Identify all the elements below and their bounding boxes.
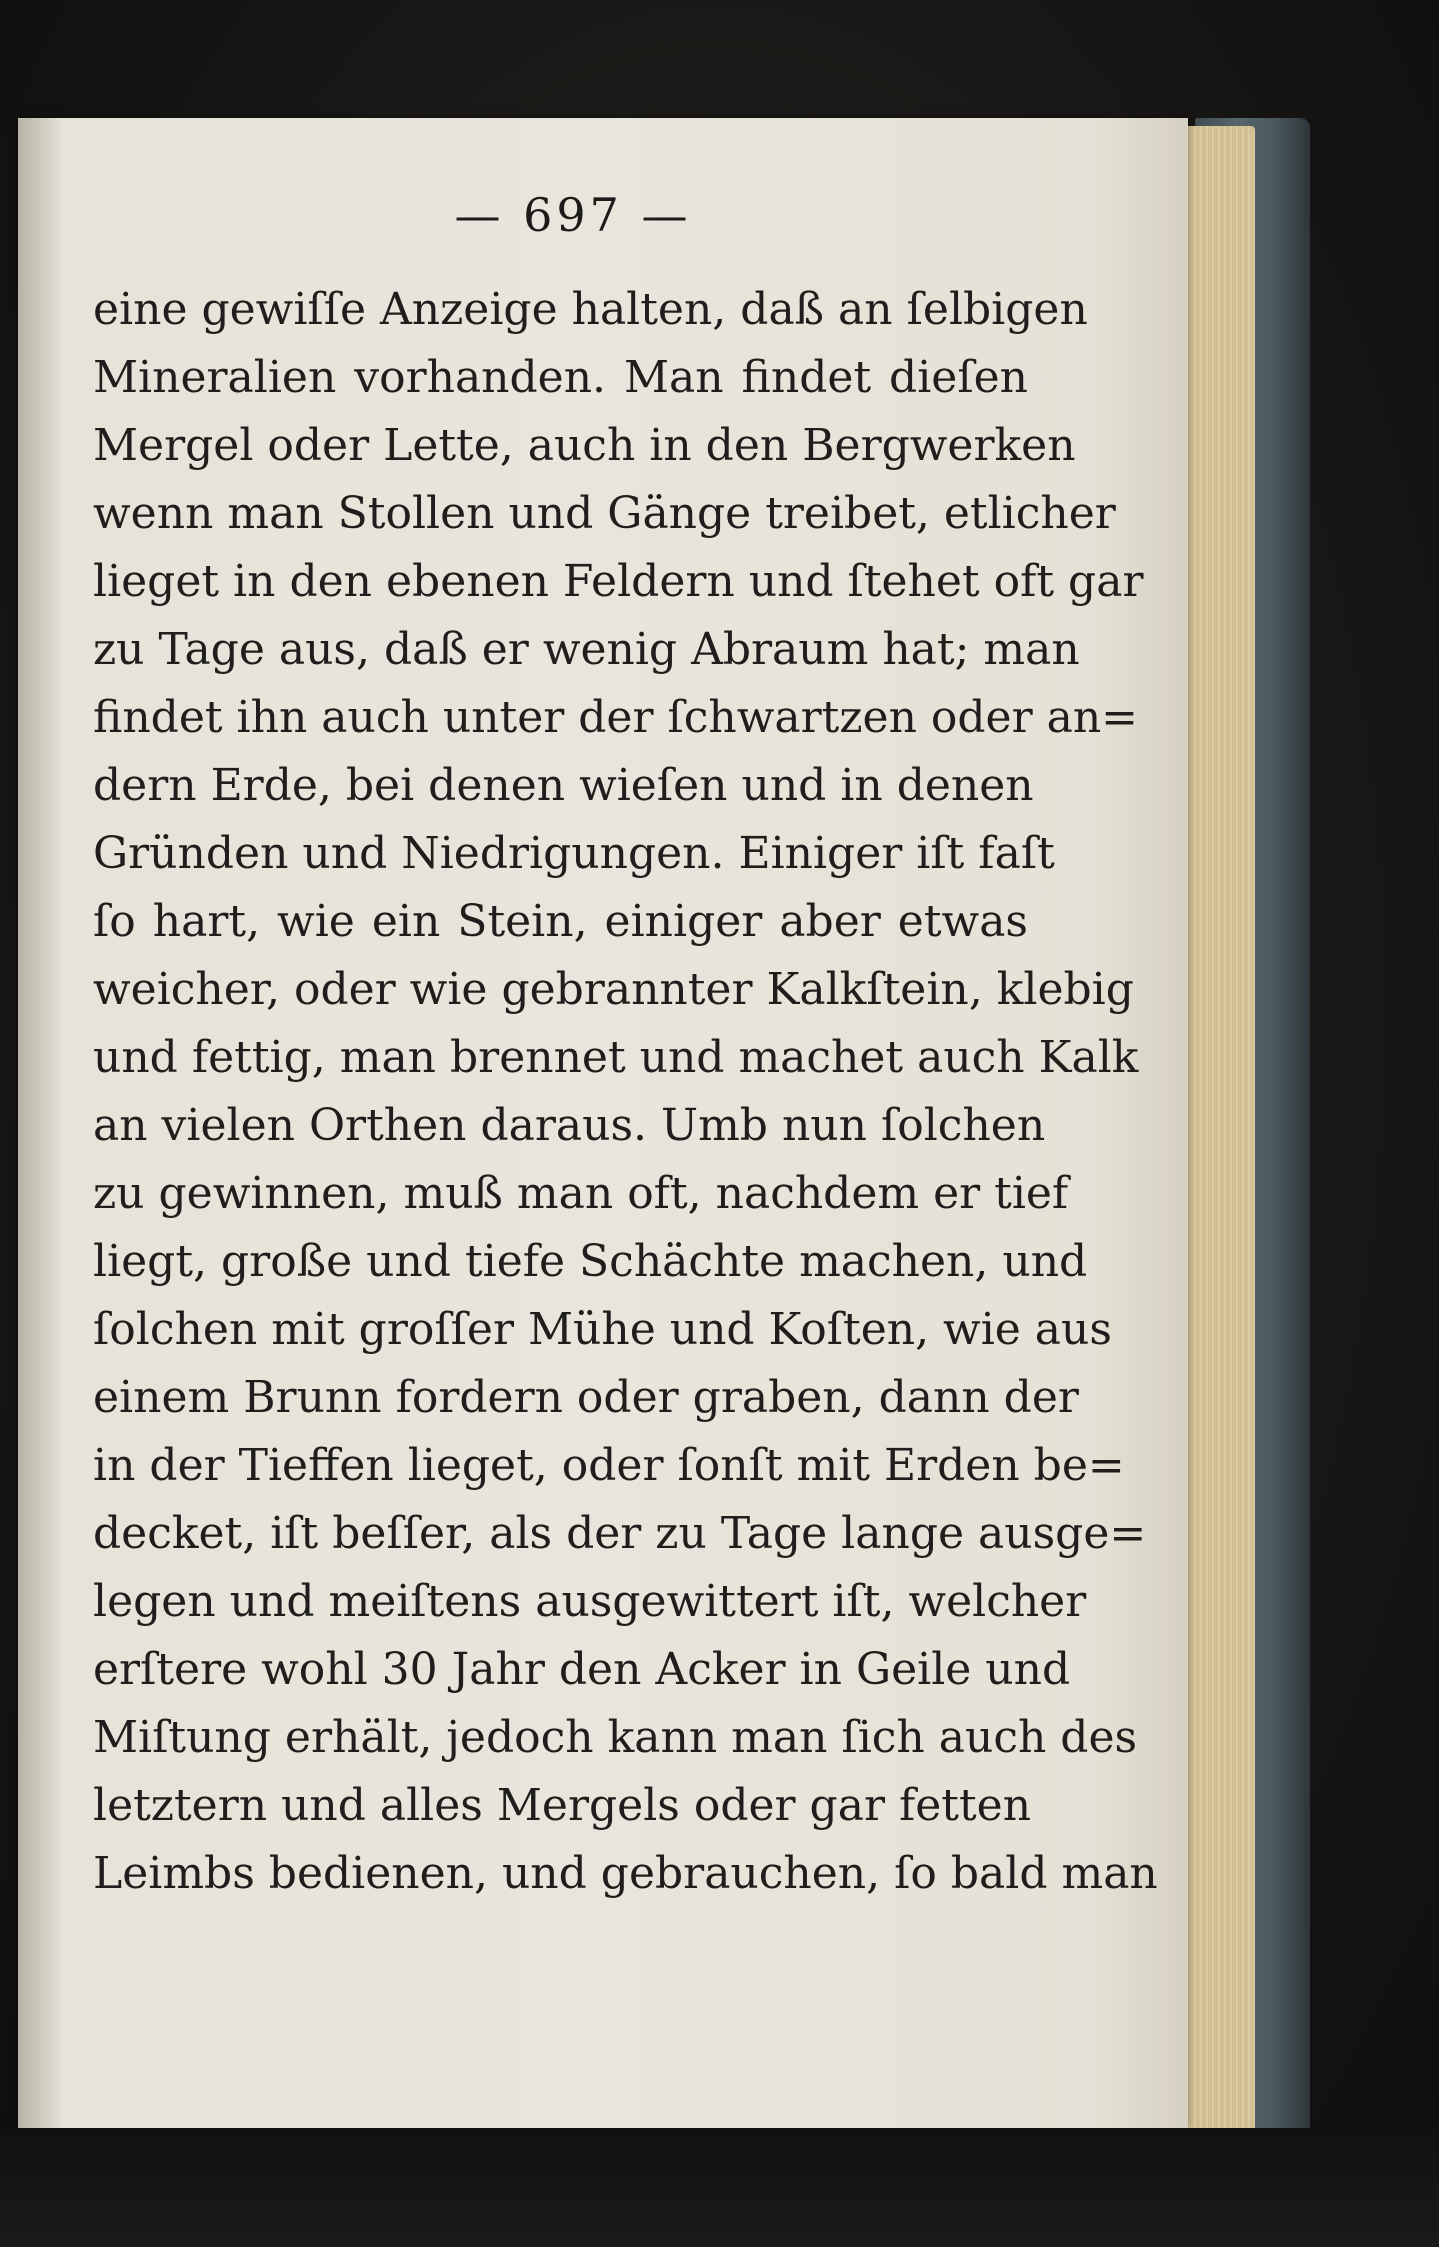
text-line: legen und meiſtens ausgewittert iſt, welcher [93,1576,1087,1627]
gutter-shadow [18,118,63,2128]
text-line: wenn man Stollen und Gänge treibet, etlicher [93,488,1116,539]
text-line: in der Tieffen lieget, oder ſonſt mit Erden be= [93,1440,1125,1491]
text-line: Mergel oder Lette, auch in den Bergwerken [93,420,1076,471]
text-line: erſtere wohl 30 Jahr den Acker in Geile und [93,1644,1071,1695]
text-line: ſolchen mit groſſer Mühe und Koſten, wie aus [93,1304,1112,1355]
text-line: Mineralien vorhanden. Man findet dieſen [93,352,1028,403]
text-line: einem Brunn fordern oder graben, dann der [93,1372,1079,1423]
text-line: und fettig, man brennet und machet auch Kalk [93,1032,1139,1083]
page-edges [1185,126,1255,2131]
text-line: an vielen Orthen daraus. Umb nun ſolchen [93,1100,1046,1151]
text-line: decket, iſt beſſer, als der zu Tage lange ausge= [93,1508,1147,1559]
text-line: ſo hart, wie ein Stein, einiger aber etwas [93,896,1028,947]
text-line: Leimbs bedienen, und gebrauchen, ſo bald man [93,1848,1158,1899]
body-text [93,276,1158,1908]
text-line: dern Erde, bei denen wieſen und in denen [93,760,1034,811]
text-line: Miſtung erhält, jedoch kann man ſich auch des [93,1712,1138,1763]
text-line: letztern und alles Mergels oder gar fetten [93,1780,1032,1831]
text-line: liegt, große und tiefe Schächte machen, und [93,1236,1088,1287]
page-number: — 697 — [454,188,692,242]
bottom-shadow [0,2128,1439,2247]
text-line: lieget in den ebenen Feldern und ſtehet oft gar [93,556,1144,607]
text-line: zu gewinnen, muß man oft, nachdem er tief [93,1168,1069,1219]
text-line: findet ihn auch unter der ſchwartzen oder an= [93,692,1139,743]
text-line: zu Tage aus, daß er wenig Abraum hat; man [93,624,1080,675]
text-line: Gründen und Niedrigungen. Einiger iſt faſt [93,828,1055,879]
book-page [18,118,1188,2128]
text-line: weicher, oder wie gebrannter Kalkſtein, klebig [93,964,1134,1015]
text-line: eine gewiſſe Anzeige halten, daß an ſelbigen [93,284,1088,335]
